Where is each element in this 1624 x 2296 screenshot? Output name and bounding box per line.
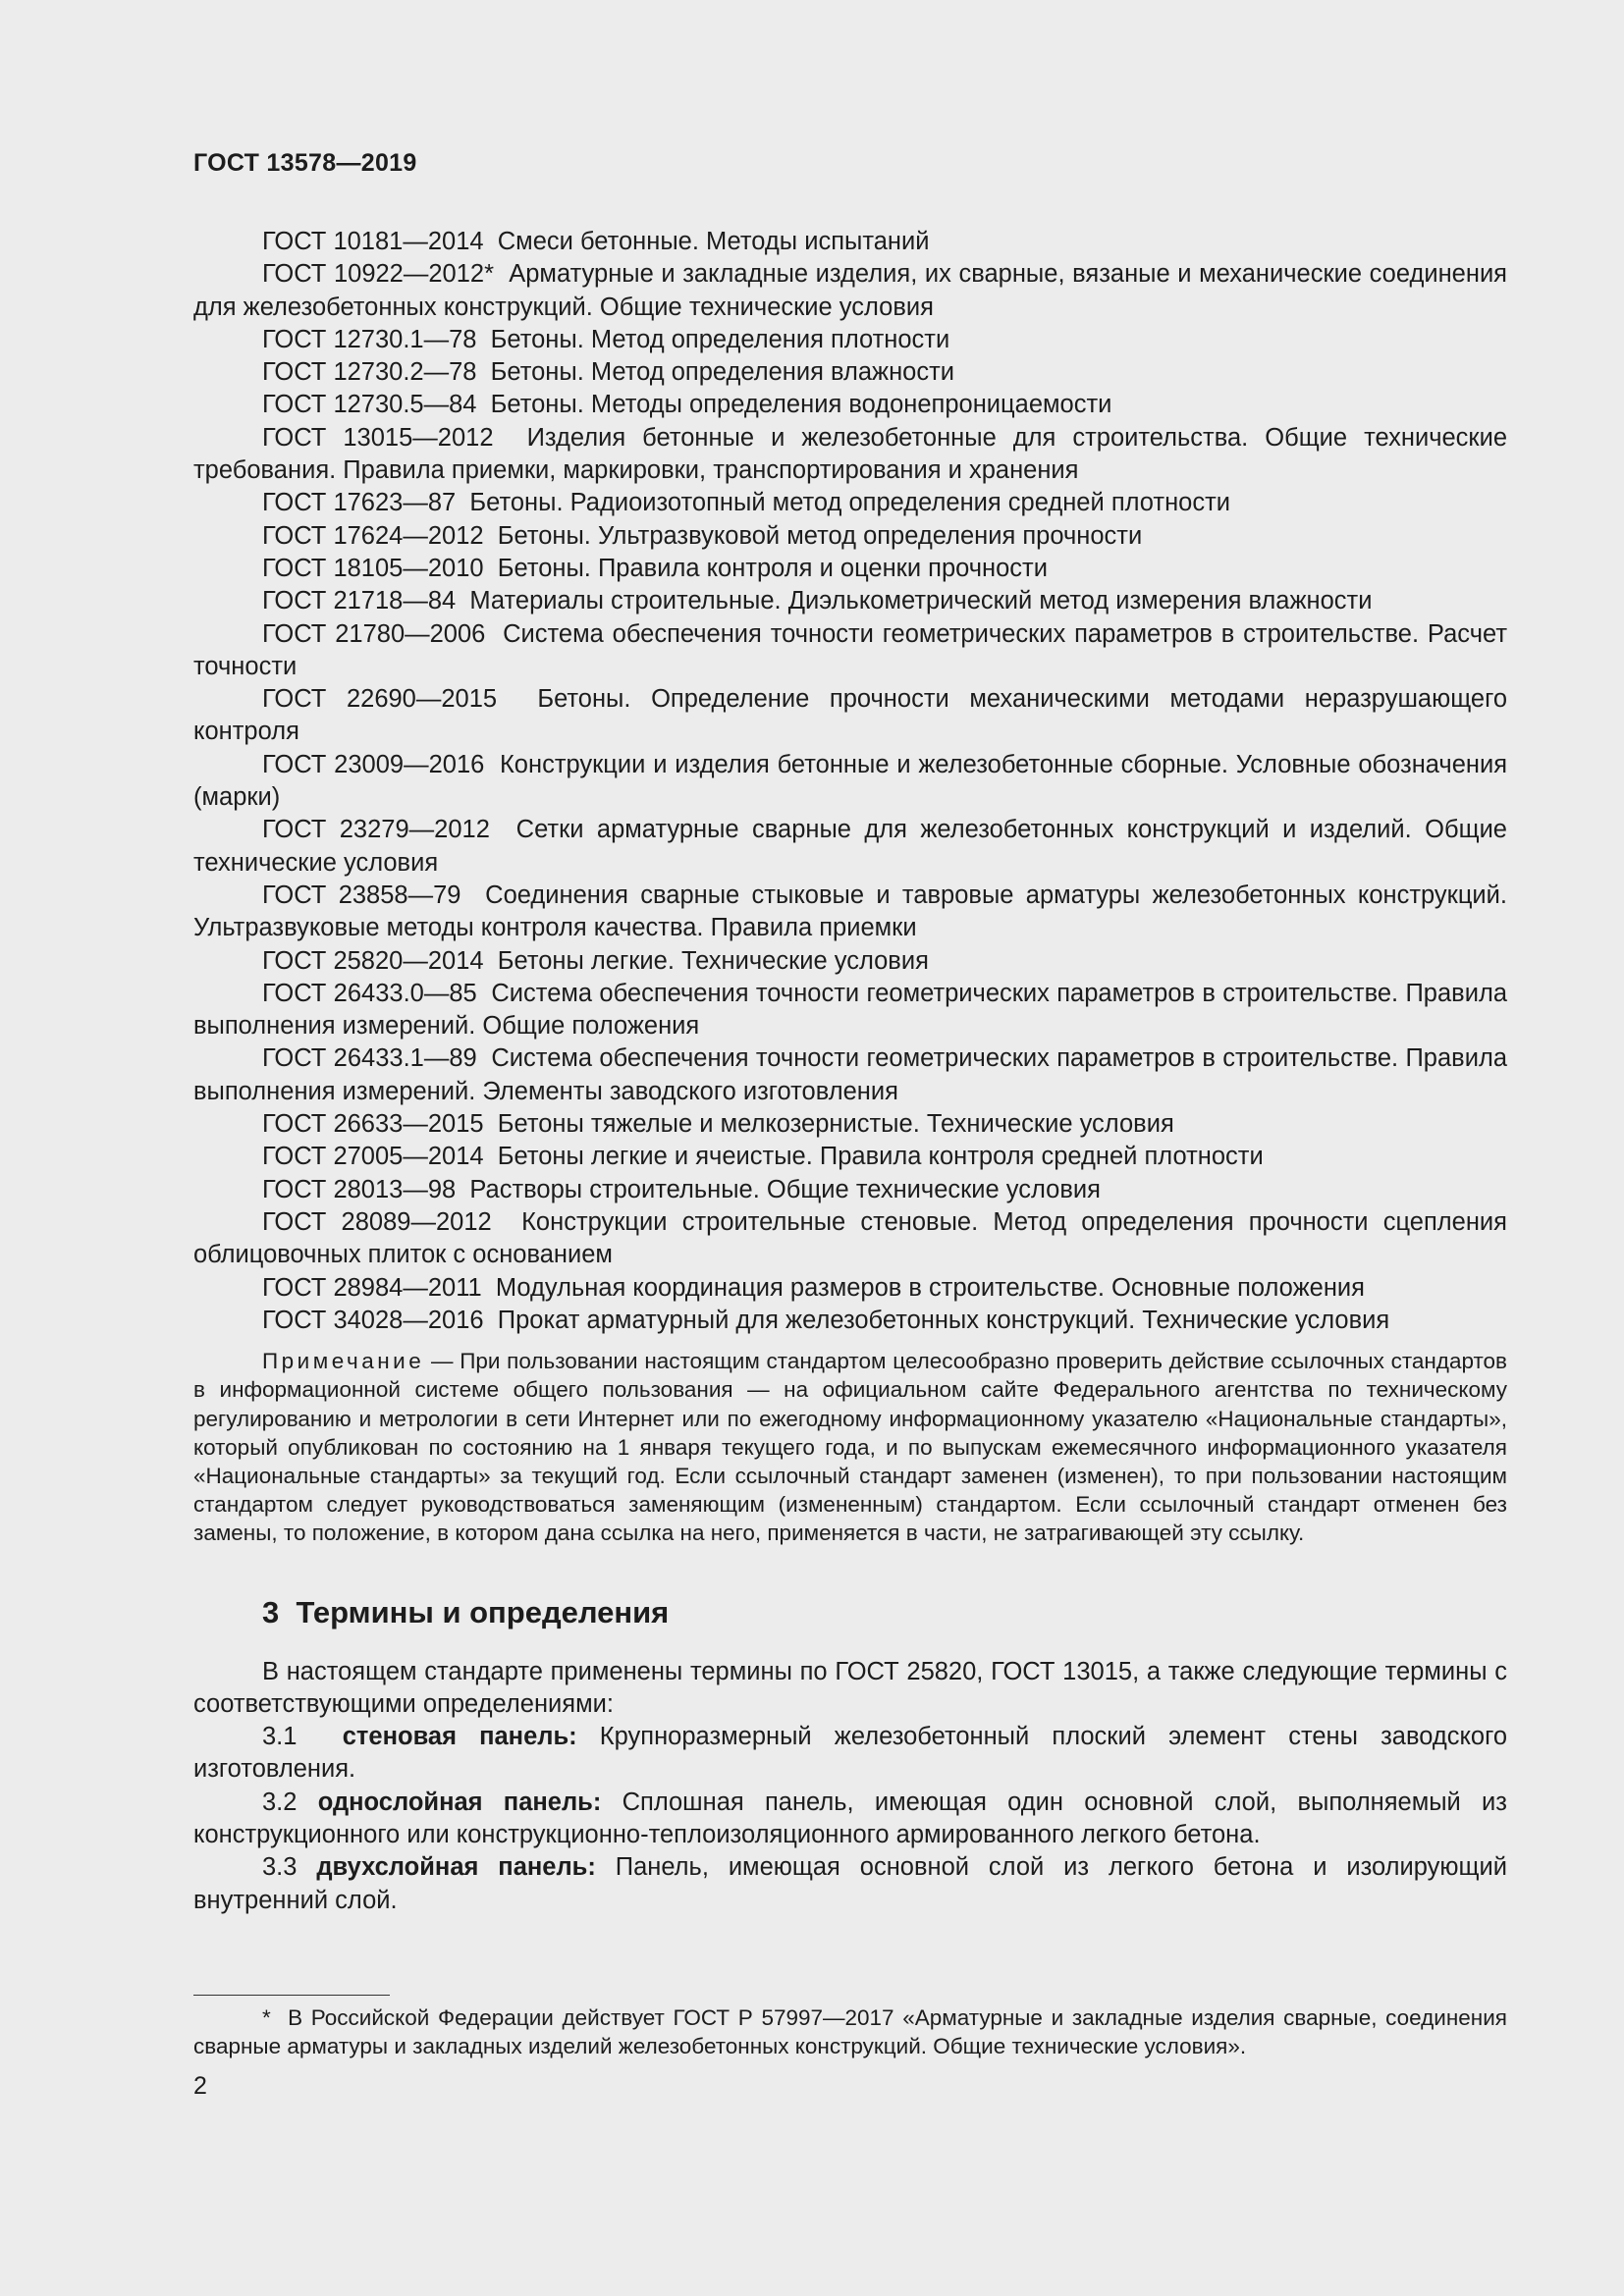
reference-item — [193, 1108, 1507, 1141]
term-name: двухслойная панель: — [316, 1853, 596, 1882]
term-definition — [193, 1721, 1507, 1787]
reference-title: Бетоны. Метод определения влажности — [490, 358, 955, 387]
reference-title: Материалы строительные. Диэлькометрический метод измерения влажности — [469, 587, 1373, 615]
reference-code: ГОСТ 23858—79 — [262, 881, 461, 909]
reference-code: ГОСТ 22690—2015 — [262, 685, 498, 714]
reference-title: Прокат арматурный для железобетонных конструкций. Технические условия — [497, 1306, 1390, 1334]
reference-title: Бетоны. Методы определения водонепроницаемости — [490, 391, 1112, 419]
reference-code: ГОСТ 21718—84 — [262, 587, 457, 615]
footnote — [193, 2003, 1507, 2060]
reference-item — [193, 945, 1507, 978]
reference-item — [193, 1174, 1507, 1206]
reference-item — [193, 1272, 1507, 1305]
reference-item — [193, 389, 1507, 421]
reference-title: Конструкции строительные стеновые. Метод определения прочности сцепления облицовочных плиток с основанием — [193, 1207, 1507, 1269]
term-name: однослойная панель: — [317, 1788, 602, 1816]
reference-code: ГОСТ 26433.0—85 — [262, 979, 477, 1007]
reference-title: Изделия бетонные и железобетонные для строительства. Общие технические требования. Правила приемки, маркировки, транспортирования и хранения — [193, 423, 1508, 485]
reference-title: Сетки арматурные сварные для железобетонных конструкций и изделий. Общие технические условия — [193, 816, 1507, 877]
reference-code: ГОСТ 27005—2014 — [262, 1143, 484, 1171]
term-text: Крупноразмерный железобетонный плоский элемент стены заводского изготовления. — [193, 1723, 1507, 1784]
reference-title: Система обеспечения точности геометрических параметров в строительстве. Правила выполнения измерений. Элементы заводского изготовления — [193, 1044, 1508, 1105]
reference-code: ГОСТ 18105—2010 — [262, 554, 484, 582]
reference-title: Смеси бетонные. Методы испытаний — [497, 228, 930, 255]
reference-item — [193, 356, 1507, 389]
reference-item — [193, 1305, 1507, 1337]
note-text: — При пользовании настоящим стандартом целесообразно проверить действие ссылочных стандартов в информационной системе общего пользования — на официальном сайте Федерального агентства по техническому регулированию и метрологии в сети Интернет или по ежегодному информационному указателю «Национальные стандарты», который опубликован по состоянию на 1 января текущего года, и по выпускам ежемесячного информационного указателя «Национальные стандарты» за текущий год. Если ссылочный стандарт заменен (изменен), то при пользовании настоящим стандартом следует руководствоваться заменяющим (измененным) стандартом. Если ссылочный стандарт отменен без замены, то положение, в котором дана ссылка на него, применяется в части, не затрагивающей эту ссылку. — [193, 1349, 1507, 1546]
reference-title: Бетоны. Метод определения плотности — [490, 325, 950, 353]
footnote-marker: * — [262, 2005, 271, 2030]
reference-item — [193, 487, 1507, 519]
reference-title: Бетоны тяжелые и мелкозернистые. Технические условия — [497, 1110, 1174, 1139]
reference-code: ГОСТ 28013—98 — [262, 1175, 457, 1203]
reference-code: ГОСТ 23009—2016 — [262, 750, 485, 778]
term-text: Панель, имеющая основной слой из легкого бетона и изолирующий внутренний слой. — [193, 1853, 1507, 1914]
reference-item — [193, 520, 1507, 553]
reference-code: ГОСТ 28089—2012 — [262, 1207, 492, 1236]
reference-title: Конструкции и изделия бетонные и железобетонные сборные. Условные обозначения (марки) — [193, 750, 1508, 812]
reference-code: ГОСТ 25820—2014 — [262, 946, 484, 975]
footnote-text: В Российской Федерации действует ГОСТ Р 57997—2017 «Арматурные и закладные изделия сварные, соединения сварные арматуры и закладных изделий железобетонных конструкций. Общие технические условия». — [193, 2005, 1507, 2059]
reference-item — [193, 814, 1507, 880]
reference-title: Бетоны. Ультразвуковой метод определения прочности — [497, 521, 1143, 550]
reference-title: Модульная координация размеров в строительстве. Основные положения — [495, 1273, 1365, 1302]
reference-item — [193, 880, 1507, 945]
reference-item — [193, 1042, 1507, 1108]
reference-code: ГОСТ 23279—2012 — [262, 816, 490, 844]
reference-item — [193, 749, 1507, 815]
reference-title: Система обеспечения точности геометрических параметров в строительстве. Расчет точности — [193, 619, 1508, 680]
section-intro: В настоящем стандарте применены термины по ГОСТ 25820, ГОСТ 13015, а также следующие термины с соответствующими определениями: — [193, 1657, 1507, 1718]
section-heading — [262, 1593, 1507, 1632]
reference-code: ГОСТ 28984—2011 — [262, 1273, 482, 1302]
note-label: Примечание — [262, 1349, 425, 1374]
reference-title: Соединения сварные стыковые и тавровые арматуры железобетонных конструкций. Ультразвуковые методы контроля качества. Правила приемки — [193, 881, 1508, 942]
term-definition — [193, 1851, 1507, 1917]
reference-title: Бетоны. Определение прочности механическими методами неразрушающего контроля — [193, 685, 1508, 746]
reference-item — [193, 683, 1507, 749]
reference-code: ГОСТ 10922—2012* — [262, 260, 495, 289]
term-text: Сплошная панель, имеющая один основной слой, выполняемый из конструкционного или конструкционно-теплоизоляционного армированного легкого бетона. — [193, 1788, 1507, 1848]
section-number: 3 — [262, 1594, 280, 1629]
footnote-divider — [193, 1995, 390, 1996]
page-number: 2 — [193, 2072, 207, 2100]
reference-title: Система обеспечения точности геометрических параметров в строительстве. Правила выполнения измерений. Общие положения — [193, 979, 1508, 1041]
page-content — [193, 226, 1507, 1917]
reference-title: Растворы строительные. Общие технические условия — [469, 1175, 1101, 1203]
reference-item — [193, 324, 1507, 356]
term-number: 3.3 — [262, 1853, 298, 1882]
reference-title: Бетоны. Правила контроля и оценки прочности — [497, 554, 1048, 582]
references-note — [193, 1347, 1507, 1547]
term-number: 3.2 — [262, 1788, 298, 1816]
reference-title: Арматурные и закладные изделия, их сварные, вязаные и механические соединения для железобетонных конструкций. Общие технические условия — [193, 260, 1507, 321]
reference-code: ГОСТ 10181—2014 — [262, 228, 484, 255]
reference-code: ГОСТ 13015—2012 — [262, 423, 494, 452]
reference-code: ГОСТ 17624—2012 — [262, 521, 484, 550]
reference-item — [193, 978, 1507, 1043]
section-title: Термины и определения — [296, 1594, 670, 1629]
reference-item — [193, 226, 1507, 258]
reference-code: ГОСТ 12730.2—78 — [262, 358, 477, 387]
term-name: стеновая панель: — [342, 1723, 577, 1751]
reference-code: ГОСТ 12730.5—84 — [262, 391, 477, 419]
references-list — [193, 226, 1507, 1337]
term-number: 3.1 — [262, 1723, 298, 1751]
reference-code: ГОСТ 17623—87 — [262, 489, 457, 517]
reference-title: Бетоны легкие. Технические условия — [497, 946, 929, 975]
reference-code: ГОСТ 12730.1—78 — [262, 325, 477, 353]
reference-code: ГОСТ 26433.1—89 — [262, 1044, 477, 1073]
reference-item — [193, 553, 1507, 585]
reference-item — [193, 422, 1507, 488]
reference-item — [193, 585, 1507, 617]
reference-item — [193, 258, 1507, 324]
reference-title: Бетоны легкие и ячеистые. Правила контроля средней плотности — [497, 1143, 1264, 1171]
reference-code: ГОСТ 34028—2016 — [262, 1306, 484, 1334]
reference-code: ГОСТ 26633—2015 — [262, 1110, 484, 1139]
document-header: ГОСТ 13578—2019 — [193, 149, 417, 177]
term-definition — [193, 1787, 1507, 1852]
reference-title: Бетоны. Радиоизотопный метод определения средней плотности — [469, 489, 1231, 517]
reference-item — [193, 1206, 1507, 1272]
reference-item — [193, 1141, 1507, 1173]
reference-code: ГОСТ 21780—2006 — [262, 619, 486, 648]
reference-item — [193, 618, 1507, 684]
